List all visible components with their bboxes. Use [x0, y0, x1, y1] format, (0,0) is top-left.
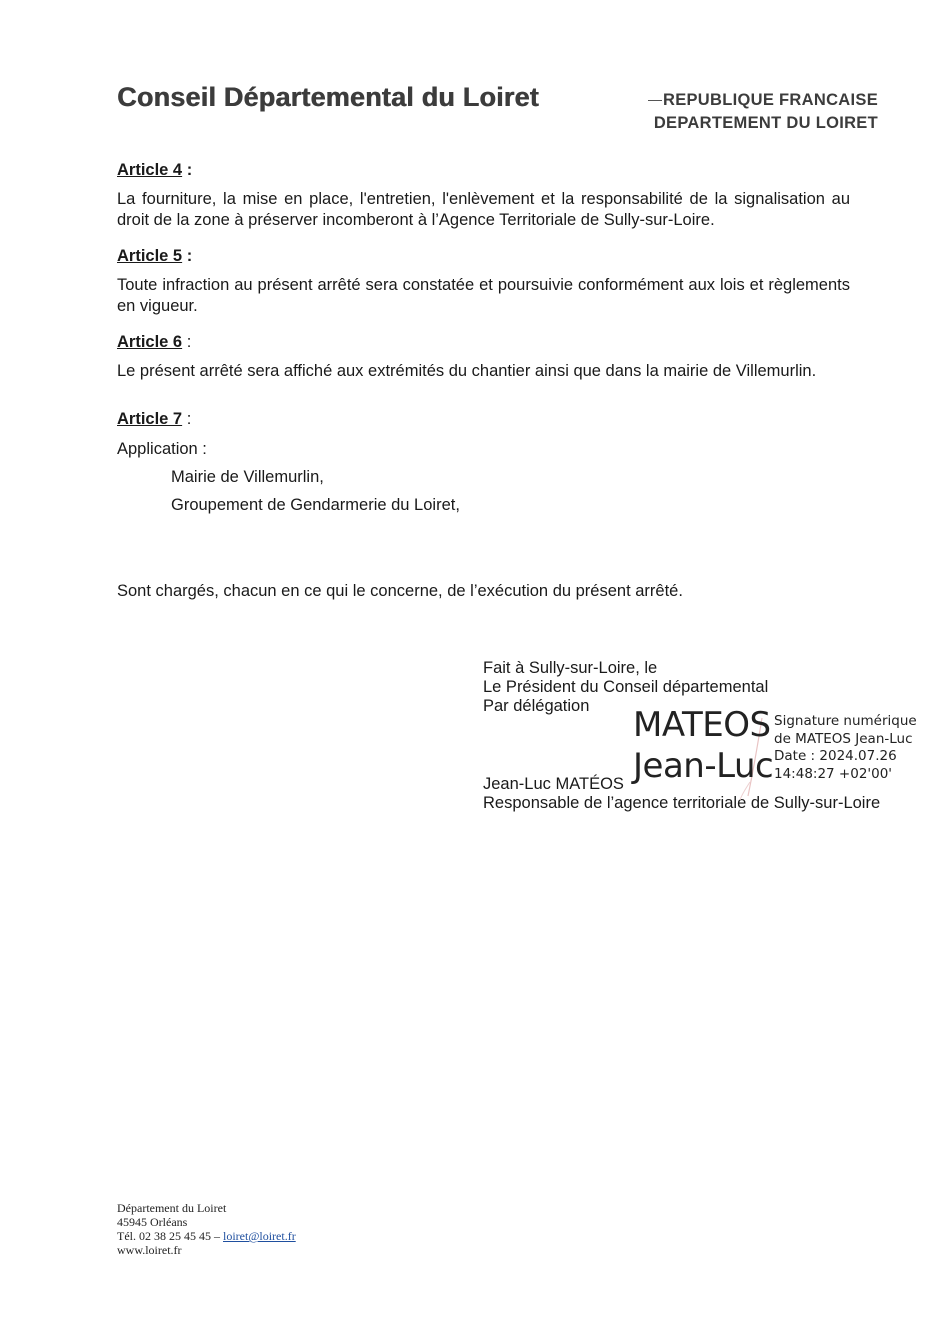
digital-signature-date: Date : 2024.07.26: [774, 748, 897, 764]
footer-website: www.loiret.fr: [117, 1243, 182, 1257]
footer-phone: Tél. 02 38 25 45 45 –: [117, 1229, 220, 1243]
article-6-label: Article 6: [117, 333, 183, 351]
article-4-colon: :: [182, 161, 193, 179]
digital-signature-name-line2: Jean-Luc: [633, 746, 774, 786]
application-label: Application :: [117, 440, 207, 458]
footer-contact: [117, 1229, 296, 1243]
signatory-title: Responsable de l’agence territoriale de Sully-sur-Loire: [483, 794, 881, 812]
article-5-heading: [117, 247, 192, 266]
header-republic-line: REPUBLIQUE FRANCAISE: [654, 89, 878, 112]
signature-place: Fait à Sully-sur-Loire, le: [483, 659, 658, 677]
article-4-heading: [117, 161, 192, 180]
footer: [117, 1201, 296, 1257]
article-7-heading: [117, 410, 191, 429]
footer-city: 45945 Orléans: [117, 1215, 188, 1229]
digital-signature-name-line1: MATEOS: [633, 705, 771, 745]
article-5-text: Toute infraction au présent arrêté sera constatée et poursuivie conformément aux lois et règlements en vigueur.: [117, 276, 850, 315]
article-4-text: La fourniture, la mise en place, l'entretien, l'enlèvement et la responsabilité de la signalisation au droit de la zone à préserver incomberont à l’Agence Territoriale de Sully-sur-Loire.: [117, 190, 850, 229]
digital-signature-time: 14:48:27 +02'00': [774, 765, 893, 782]
footer-email-link[interactable]: loiret@loiret.fr: [223, 1229, 296, 1243]
signature-role: Le Président du Conseil départemental: [483, 678, 769, 696]
article-5-colon: :: [182, 247, 193, 265]
recipient-item: Groupement de Gendarmerie du Loiret,: [171, 496, 460, 514]
article-7-colon: :: [182, 410, 192, 428]
signatory-name: Jean-Luc MATÉOS: [483, 775, 624, 793]
article-7-label: Article 7: [117, 410, 183, 428]
footer-org: Département du Loiret: [117, 1201, 227, 1215]
article-6-colon: :: [182, 333, 192, 351]
signature-delegation: Par délégation: [483, 697, 590, 715]
recipient-item: Mairie de Villemurlin,: [171, 468, 324, 486]
header-department-line: DEPARTEMENT DU LOIRET: [653, 114, 878, 132]
digital-signature-details: [774, 713, 917, 783]
digital-signature-owner: de MATEOS Jean-Luc: [774, 730, 913, 747]
digital-signature-label: Signature numérique: [774, 713, 917, 729]
article-5-label: Article 5: [117, 247, 183, 265]
header-republic-block: [654, 89, 878, 135]
article-6-heading: [117, 333, 191, 352]
closing-text: Sont chargés, chacun en ce qui le concerne, de l’exécution du présent arrêté.: [117, 582, 683, 600]
article-4-label: Article 4: [117, 161, 183, 179]
article-6-text: Le présent arrêté sera affiché aux extrémités du chantier ainsi que dans la mairie de Villemurlin.: [117, 362, 817, 380]
page-title: Conseil Départemental du Loiret: [117, 82, 539, 112]
